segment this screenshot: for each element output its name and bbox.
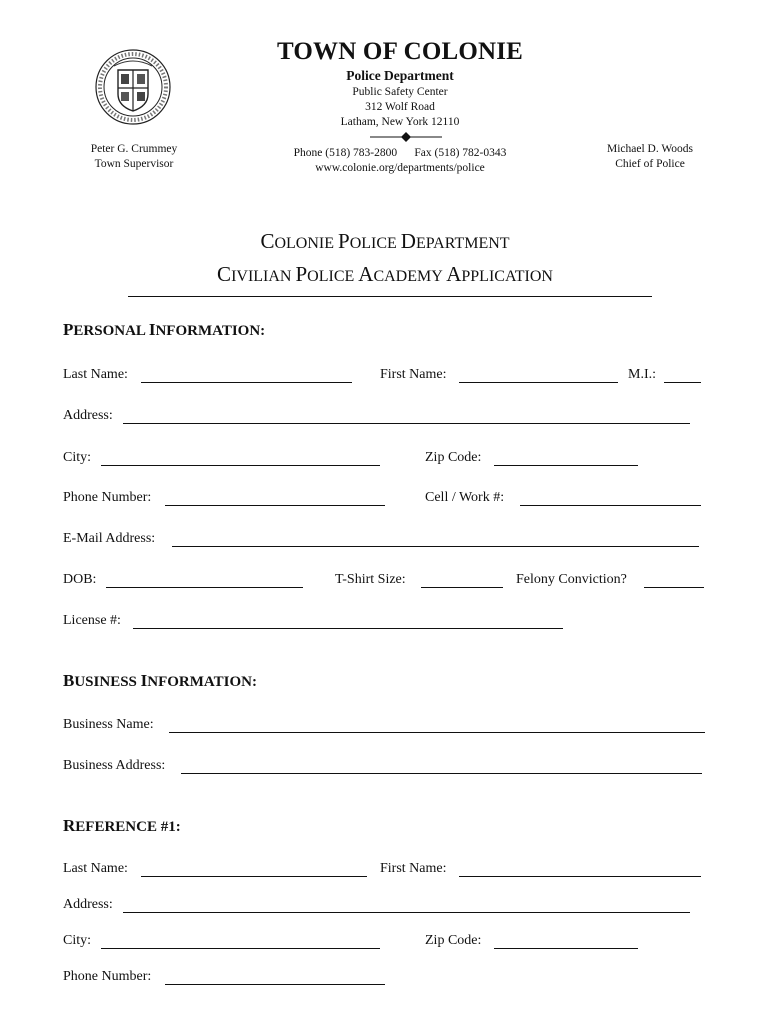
department-name: Police Department	[346, 68, 454, 83]
section-business-information: BUSINESS INFORMATION:	[63, 671, 257, 690]
phone-number-label: Phone Number:	[63, 490, 152, 505]
website-link: www.colonie.org/departments/police	[315, 162, 485, 174]
cell-work-label: Cell / Work #:	[425, 490, 505, 505]
first-name-field[interactable]	[459, 382, 618, 383]
reference-phone-number-field[interactable]	[165, 984, 385, 985]
address-block	[235, 85, 565, 130]
license-label: License #:	[63, 613, 121, 628]
felony-conviction-label: Felony Conviction?	[516, 572, 627, 587]
felony-conviction-field[interactable]	[644, 587, 704, 588]
reference-first-name-field[interactable]	[459, 876, 701, 877]
business-address-label: Business Address:	[63, 758, 166, 773]
supervisor-block	[68, 142, 200, 172]
reference-city-field[interactable]	[101, 948, 380, 949]
diamond-divider-icon	[370, 131, 442, 143]
zip-code-field[interactable]	[494, 465, 638, 466]
reference-zip-code-label: Zip Code:	[425, 933, 482, 948]
reference-zip-code-field[interactable]	[494, 948, 638, 949]
title-line-2: CIVILIAN POLICE ACADEMY APPLICATION	[217, 262, 553, 286]
address-line: Latham, New York 12110	[340, 116, 460, 128]
chief-title: Chief of Police	[615, 158, 685, 170]
middle-initial-field[interactable]	[664, 382, 701, 383]
chief-block	[588, 142, 712, 172]
title-line-1: COLONIE POLICE DEPARTMENT	[260, 229, 510, 253]
document-title	[100, 226, 670, 292]
business-address-field[interactable]	[181, 773, 702, 774]
supervisor-name: Peter G. Crummey	[90, 143, 178, 155]
cell-work-field[interactable]	[520, 505, 701, 506]
address-field[interactable]	[123, 423, 690, 424]
business-name-field[interactable]	[169, 732, 705, 733]
reference-last-name-label: Last Name:	[63, 861, 128, 876]
reference-city-label: City:	[63, 933, 92, 948]
supervisor-title: Town Supervisor	[94, 158, 174, 170]
middle-initial-label: M.I.:	[628, 367, 656, 382]
contact-block	[235, 146, 565, 176]
city-field[interactable]	[101, 465, 380, 466]
tshirt-size-field[interactable]	[421, 587, 503, 588]
town-seal-icon	[94, 48, 172, 126]
address-line: 312 Wolf Road	[365, 101, 435, 113]
reference-address-label: Address:	[63, 897, 113, 912]
section-personal-information: PERSONAL INFORMATION:	[63, 320, 266, 339]
last-name-label: Last Name:	[63, 367, 128, 382]
section-reference-1: REFERENCE #1:	[63, 816, 181, 835]
reference-phone-number-label: Phone Number:	[63, 969, 152, 984]
email-label: E-Mail Address:	[63, 531, 156, 546]
reference-first-name-label: First Name:	[380, 861, 447, 876]
tshirt-size-label: T-Shirt Size:	[335, 572, 406, 587]
phone-fax-line: Phone (518) 783-2800 Fax (518) 782-0343	[293, 147, 507, 159]
city-label: City:	[63, 450, 92, 465]
business-name-label: Business Name:	[63, 717, 154, 732]
first-name-label: First Name:	[380, 367, 447, 382]
email-field[interactable]	[172, 546, 699, 547]
dob-field[interactable]	[106, 587, 303, 588]
reference-last-name-field[interactable]	[141, 876, 367, 877]
chief-name: Michael D. Woods	[606, 143, 694, 155]
address-label: Address:	[63, 408, 113, 423]
license-field[interactable]	[133, 628, 563, 629]
phone-number-field[interactable]	[165, 505, 385, 506]
title-rule	[128, 296, 652, 297]
town-title: TOWN OF COLONIE	[276, 38, 524, 65]
last-name-field[interactable]	[141, 382, 352, 383]
dob-label: DOB:	[63, 572, 97, 587]
address-line: Public Safety Center	[352, 86, 448, 98]
zip-code-label: Zip Code:	[425, 450, 482, 465]
reference-address-field[interactable]	[123, 912, 690, 913]
